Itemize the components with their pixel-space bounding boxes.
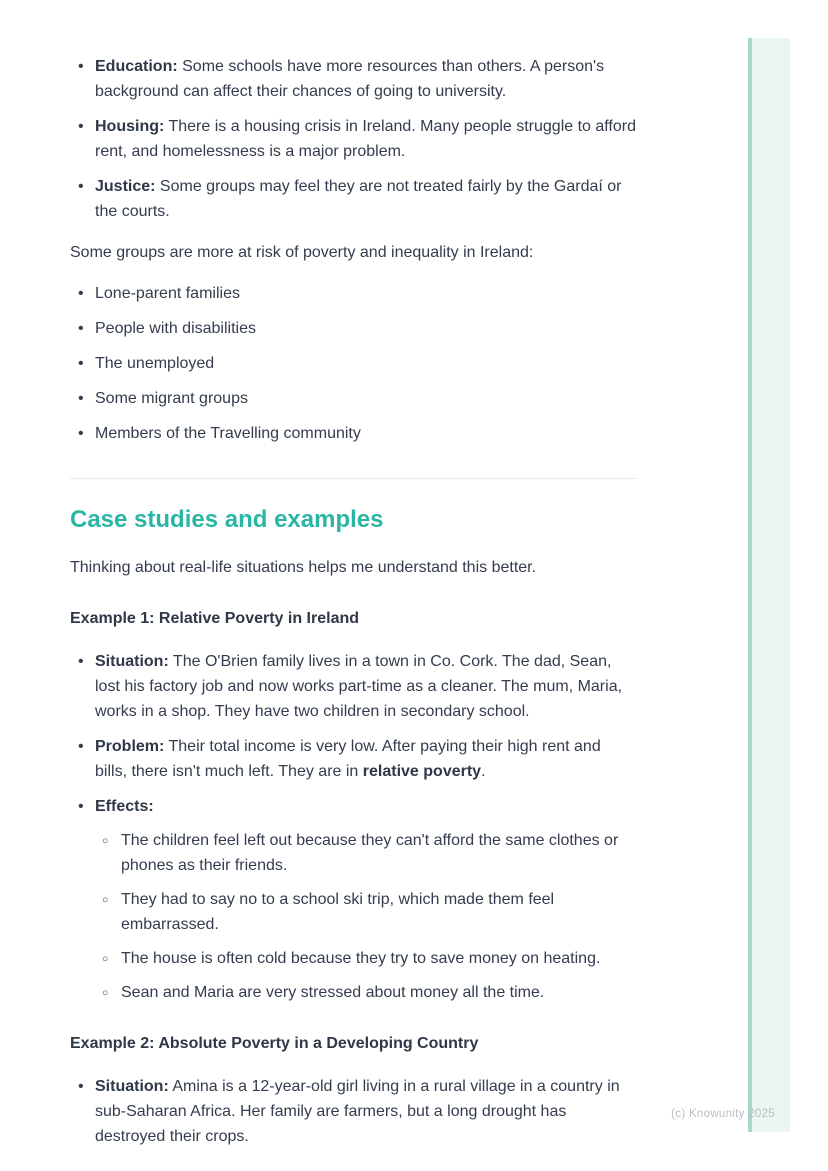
list-item-label: Situation: [95, 653, 169, 670]
list-item-text: Their total income is very low. After paying their high rent and bills, there isn't much left. They are in [95, 738, 601, 780]
example-1-list [70, 649, 636, 1005]
list-item [70, 649, 636, 724]
list-item-text: There is a housing crisis in Ireland. Many people struggle to afford rent, and homelessness is a major problem. [95, 118, 636, 160]
list-item-label: Situation: [95, 1078, 169, 1095]
sublist-item: ○ Sean and Maria are very stressed about money all the time. [95, 980, 636, 1005]
list-item-text: Amina is a 12-year-old girl living in a rural village in a country in sub-Saharan Africa. Her family are farmers, but a long drought has destroyed their crops. [95, 1078, 620, 1145]
decorative-side-strip [748, 38, 790, 1132]
list-item-text: Some schools have more resources than others. A person's background can affect their chances of going to university. [95, 58, 605, 100]
sublist-item: ○ The house is often cold because they try to save money on heating. [95, 946, 636, 971]
copyright-footer: (c) Knowunity 2025 [671, 1108, 775, 1120]
list-item: • Some migrant groups [70, 386, 636, 411]
section-divider [70, 478, 636, 479]
inequality-areas-list [70, 54, 636, 224]
list-item [70, 794, 636, 1005]
effects-sublist [95, 828, 636, 1005]
document-page-content [70, 38, 636, 1165]
list-item [70, 114, 636, 164]
list-item-label: Effects: [95, 798, 154, 815]
list-item-text: Some groups may feel they are not treated fairly by the Gardaí or the courts. [95, 178, 622, 220]
list-item-label: Problem: [95, 738, 165, 755]
list-item [70, 54, 636, 104]
example-2-title: Example 2: Absolute Poverty in a Developing Country [70, 1035, 479, 1052]
list-item [70, 734, 636, 784]
section-intro-paragraph: Thinking about real-life situations helps me understand this better. [70, 559, 537, 576]
list-item-text-after: . [481, 763, 486, 780]
risk-intro-paragraph: Some groups are more at risk of poverty and inequality in Ireland: [70, 244, 534, 261]
list-item: • Lone-parent families [70, 281, 636, 306]
list-item-label: Education: [95, 58, 178, 75]
section-heading: Case studies and examples [70, 506, 384, 533]
list-item: • Members of the Travelling community [70, 421, 636, 446]
example-2-list [70, 1074, 636, 1149]
list-item [70, 1074, 636, 1149]
list-item-text: The O'Brien family lives in a town in Co. Cork. The dad, Sean, lost his factory job and now works part-time as a cleaner. The mum, Maria, works in a shop. They have two children in secondary school. [95, 653, 623, 720]
sublist-item: ○ The children feel left out because they can't afford the same clothes or phones as their friends. [95, 828, 636, 878]
sublist-item: ○ They had to say no to a school ski trip, which made them feel embarrassed. [95, 887, 636, 937]
example-1-title: Example 1: Relative Poverty in Ireland [70, 610, 360, 627]
risk-groups-list [70, 281, 636, 446]
list-item-label: Housing: [95, 118, 165, 135]
list-item: • People with disabilities [70, 316, 636, 341]
list-item-label: Justice: [95, 178, 156, 195]
list-item: • The unemployed [70, 351, 636, 376]
list-item [70, 174, 636, 224]
emphasized-phrase: relative poverty [362, 763, 482, 780]
